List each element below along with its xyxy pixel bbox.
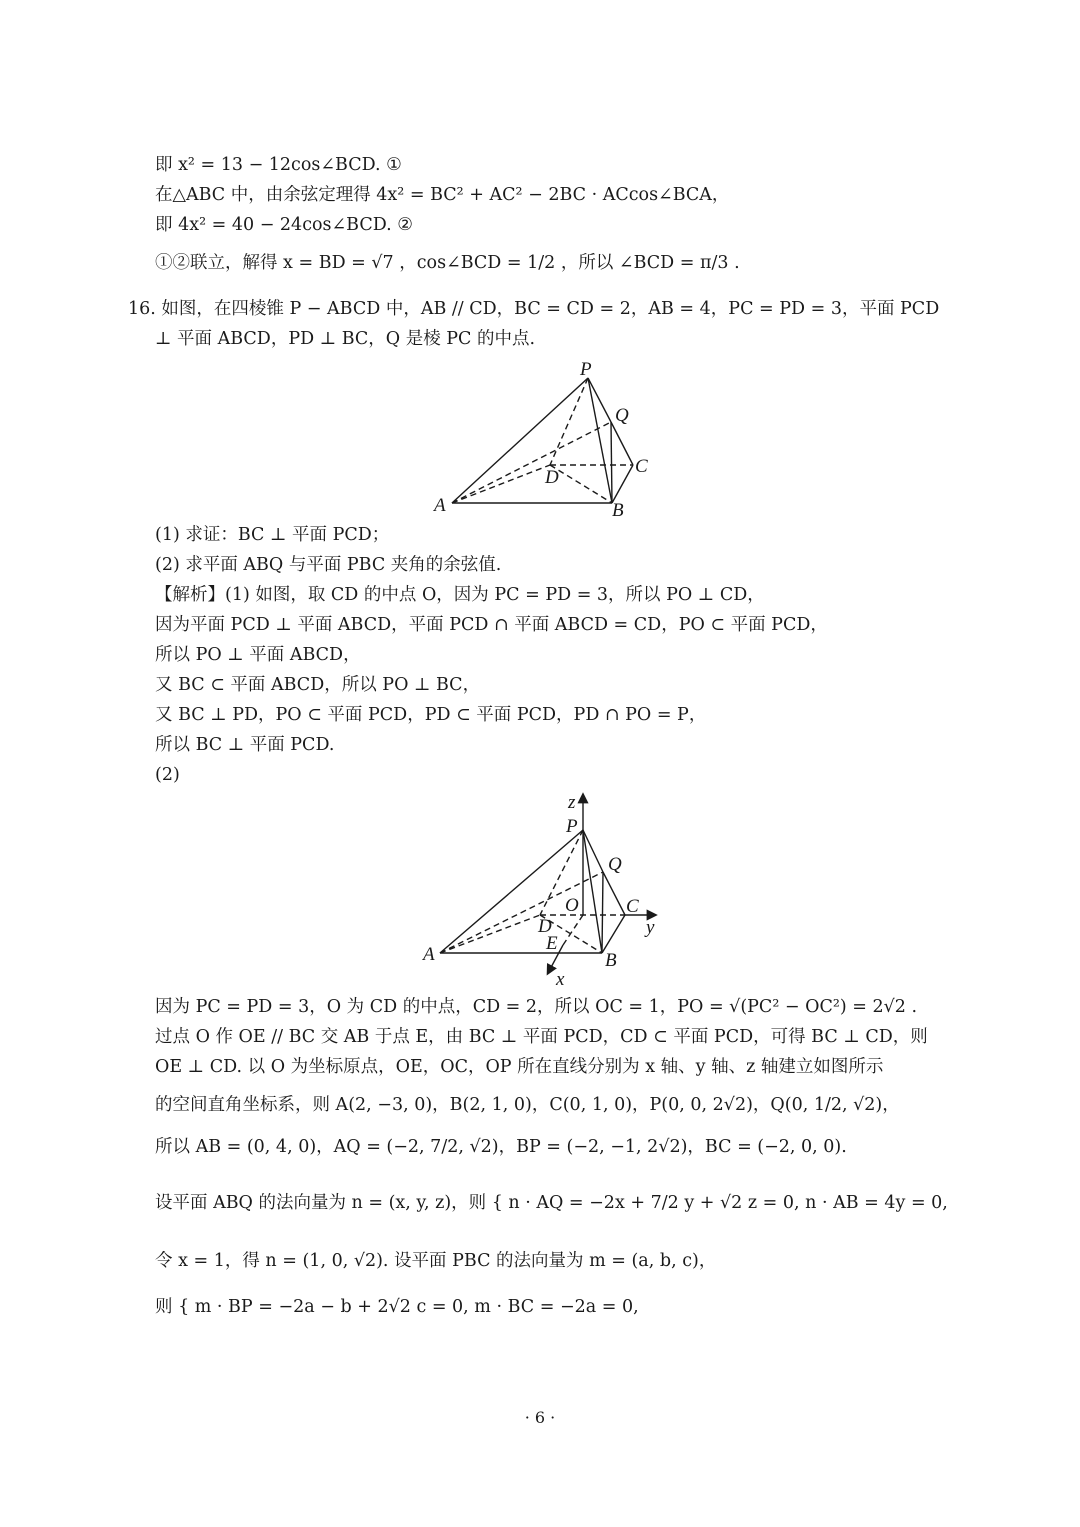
label-O: O	[565, 895, 579, 916]
solution-line-3: 所以 PO ⊥ 平面 ABCD，	[155, 645, 361, 665]
solution-line-7: (2)	[155, 765, 180, 785]
label-P2: P	[566, 816, 578, 837]
text-line-3: 即 4x² = 40 − 24cos∠BCD. ②	[155, 215, 413, 235]
label-P: P	[580, 359, 592, 380]
part-2-question: (2) 求平面 ABQ 与平面 PBC 夹角的余弦值.	[155, 555, 502, 575]
solution-line-2: 因为平面 PCD ⊥ 平面 ABCD，平面 PCD ∩ 平面 ABCD = CD，PO ⊂ 平面 PCD，	[155, 615, 828, 635]
text-line-t8: 则 { m · BP = −2a − b + 2√2 c = 0, m · BC = −2a = 0,	[155, 1297, 639, 1317]
label-Q2: Q	[608, 854, 622, 875]
text-line-t3: OE ⊥ CD. 以 O 为坐标原点，OE，OC，OP 所在直线分别为 x 轴、y 轴、z 轴建立如图所示	[155, 1057, 884, 1077]
label-A2: A	[423, 944, 435, 965]
label-y-axis: y	[646, 917, 655, 938]
text-line-t7: 令 x = 1，得 n = (1, 0, √2). 设平面 PBC 的法向量为 m = (a, b, c)，	[155, 1251, 717, 1271]
question-16-line-1: 16. 如图，在四棱锥 P − ABCD 中，AB // CD，BC = CD = 2，AB = 4，PC = PD = 3，平面 PCD	[128, 299, 940, 319]
solution-line-6: 所以 BC ⊥ 平面 PCD.	[155, 735, 335, 755]
label-E: E	[546, 933, 558, 954]
text-line-t4: 的空间直角坐标系，则 A(2, −3, 0)，B(2, 1, 0)，C(0, 1, 0)，P(0, 0, 2√2)，Q(0, 1/2, √2)，	[155, 1095, 900, 1115]
label-z-axis: z	[568, 792, 576, 813]
text-line-t6: 设平面 ABQ 的法向量为 n = (x, y, z)，则 { n · AQ = −2x + 7/2 y + √2 z = 0, n · AB = 4y = 0,	[155, 1193, 948, 1213]
label-B: B	[612, 500, 624, 521]
text-line-2: 在△ABC 中，由余弦定理得 4x² = BC² + AC² − 2BC · ACcos∠BCA，	[155, 185, 730, 205]
part-1-question: (1) 求证：BC ⊥ 平面 PCD；	[155, 525, 390, 545]
solution-line-5: 又 BC ⊥ PD，PO ⊂ 平面 PCD，PD ⊂ 平面 PCD，PD ∩ PO = P，	[155, 705, 707, 725]
solution-line-4: 又 BC ⊂ 平面 ABCD，所以 PO ⊥ BC，	[155, 675, 481, 695]
label-C: C	[635, 456, 648, 477]
text-line-t2: 过点 O 作 OE // BC 交 AB 于点 E，由 BC ⊥ 平面 PCD，CD ⊂ 平面 PCD，可得 BC ⊥ CD，则	[155, 1027, 928, 1047]
label-D2: D	[538, 916, 552, 937]
page-number: · 6 ·	[524, 1408, 556, 1427]
text-line-t1: 因为 PC = PD = 3，O 为 CD 的中点，CD = 2，所以 OC = 1，PO = √(PC² − OC²) = 2√2 .	[155, 997, 918, 1017]
label-Q: Q	[615, 405, 629, 426]
text-line-4: ①②联立，解得 x = BD = √7 ，cos∠BCD = 1/2 ，所以 ∠BCD = π/3 .	[155, 253, 740, 273]
text-line-1: 即 x² = 13 − 12cos∠BCD. ①	[155, 155, 402, 175]
label-C2: C	[626, 896, 639, 917]
label-x-axis: x	[556, 969, 565, 990]
label-D: D	[545, 467, 559, 488]
solution-line-1: 【解析】(1) 如图，取 CD 的中点 O，因为 PC = PD = 3，所以 PO ⊥ CD，	[155, 585, 765, 605]
label-A: A	[434, 495, 446, 516]
question-16-line-2: ⊥ 平面 ABCD，PD ⊥ BC，Q 是棱 PC 的中点.	[155, 329, 536, 349]
label-B2: B	[605, 950, 617, 971]
text-line-t5: 所以 AB = (0, 4, 0)，AQ = (−2, 7/2, √2)，BP = (−2, −1, 2√2)，BC = (−2, 0, 0).	[155, 1137, 847, 1157]
